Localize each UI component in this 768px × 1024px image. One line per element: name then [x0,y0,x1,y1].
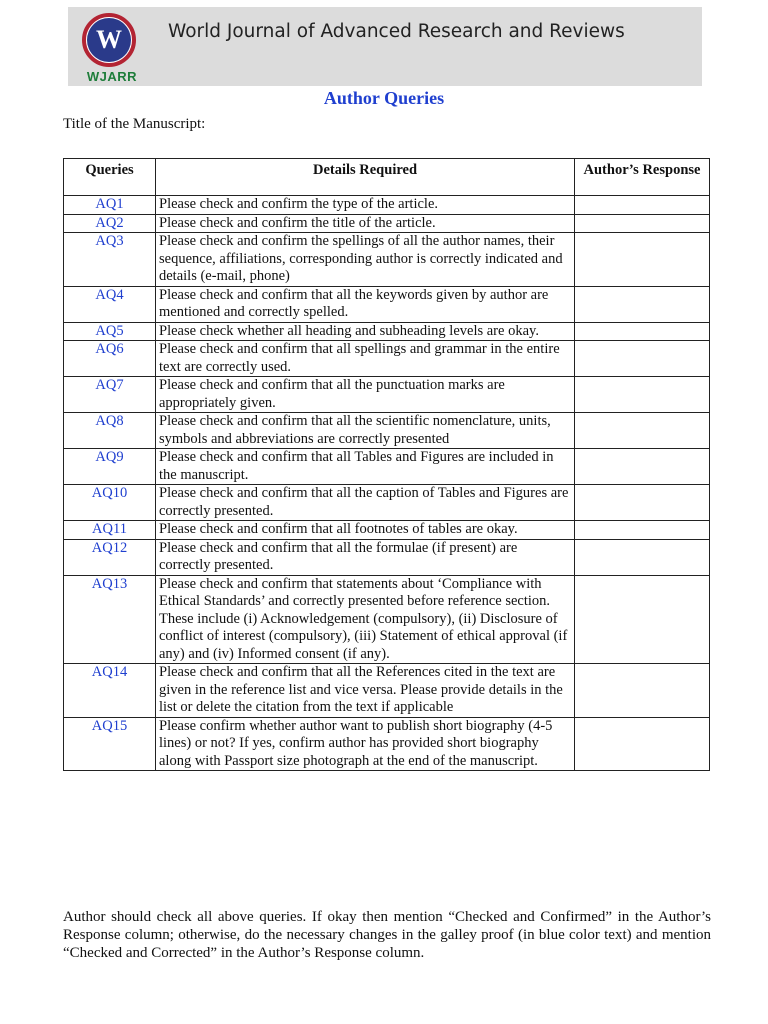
query-detail: Please check and confirm that all the keywords given by author are mentioned and correctly spelled. [156,286,575,322]
query-id: AQ15 [64,717,156,771]
query-id: AQ11 [64,521,156,540]
query-detail: Please check and confirm that all footnotes of tables are okay. [156,521,575,540]
query-detail: Please check and confirm that all the punctuation marks are appropriately given. [156,377,575,413]
query-id: AQ5 [64,322,156,341]
query-id: AQ8 [64,413,156,449]
table-row [64,196,710,215]
query-id: AQ6 [64,341,156,377]
table-row [64,449,710,485]
author-response-cell[interactable] [575,449,710,485]
query-id: AQ4 [64,286,156,322]
table-row [64,286,710,322]
table-header-row [64,159,710,196]
table-row [64,717,710,771]
table-row [64,664,710,718]
column-header-response: Author’s Response [575,159,710,196]
query-detail: Please check and confirm that statements about ‘Compliance with Ethical Standards’ and correctly presented before reference section. These include (i) Acknowledgement (compulsory), (ii) Disclosure of conflict of interest (compulsory), (iii) Statement of ethical approval (if any) and (iv) Informed consent (if any). [156,575,575,664]
table-body [64,196,710,771]
query-id: AQ1 [64,196,156,215]
query-detail: Please check and confirm that all the References cited in the text are given in the reference list and vice versa. Please provide details in the list or delete the citation from the text if applicable [156,664,575,718]
author-queries-table [63,158,710,771]
query-detail: Please confirm whether author want to publish short biography (4-5 lines) or not? If yes, confirm author has provided short biography along with Passport size photograph at the end of the manuscript. [156,717,575,771]
author-response-cell[interactable] [575,521,710,540]
table-row [64,233,710,287]
journal-name: World Journal of Advanced Research and Reviews [168,21,625,42]
author-response-cell[interactable] [575,664,710,718]
table-row [64,485,710,521]
query-detail: Please check and confirm that all spellings and grammar in the entire text are correctly used. [156,341,575,377]
author-response-cell[interactable] [575,233,710,287]
query-detail: Please check and confirm that all the caption of Tables and Figures are correctly presented. [156,485,575,521]
query-id: AQ2 [64,214,156,233]
journal-header-banner [68,7,702,86]
query-detail: Please check whether all heading and subheading levels are okay. [156,322,575,341]
logo-text: WJARR [86,69,138,84]
query-detail: Please check and confirm that all the formulae (if present) are correctly presented. [156,539,575,575]
query-id: AQ9 [64,449,156,485]
author-response-cell[interactable] [575,214,710,233]
query-detail: Please check and confirm that all the scientific nomenclature, units, symbols and abbreviations are correctly presented [156,413,575,449]
column-header-queries: Queries [64,159,156,196]
instructions-note: Author should check all above queries. If okay then mention “Checked and Confirmed” in the Author’s Response column; otherwise, do the necessary changes in the galley proof (in blue color text) and mention “Checked and Corrected” in the Author’s Response column. [63,909,711,961]
page-title: Author Queries [323,88,445,108]
author-response-cell[interactable] [575,575,710,664]
author-response-cell[interactable] [575,286,710,322]
table-row [64,521,710,540]
author-response-cell[interactable] [575,413,710,449]
query-id: AQ14 [64,664,156,718]
table-row [64,377,710,413]
column-header-details: Details Required [156,159,575,196]
query-id: AQ3 [64,233,156,287]
table-row [64,539,710,575]
query-detail: Please check and confirm that all Tables and Figures are included in the manuscript. [156,449,575,485]
author-response-cell[interactable] [575,377,710,413]
author-response-cell[interactable] [575,485,710,521]
table-row [64,341,710,377]
logo-letter: W [87,18,131,62]
author-response-cell[interactable] [575,539,710,575]
author-response-cell[interactable] [575,322,710,341]
author-response-cell[interactable] [575,717,710,771]
query-id: AQ13 [64,575,156,664]
journal-logo [77,11,149,85]
author-response-cell[interactable] [575,341,710,377]
query-id: AQ7 [64,377,156,413]
query-detail: Please check and confirm the spellings of all the author names, their sequence, affiliations, corresponding author is correctly indicated and details (e-mail, phone) [156,233,575,287]
query-id: AQ10 [64,485,156,521]
query-id: AQ12 [64,539,156,575]
table-row [64,575,710,664]
query-detail: Please check and confirm the title of the article. [156,214,575,233]
table-row [64,413,710,449]
query-detail: Please check and confirm the type of the article. [156,196,575,215]
manuscript-title-label: Title of the Manuscript: [63,116,206,132]
table-row [64,214,710,233]
author-response-cell[interactable] [575,196,710,215]
table-row [64,322,710,341]
